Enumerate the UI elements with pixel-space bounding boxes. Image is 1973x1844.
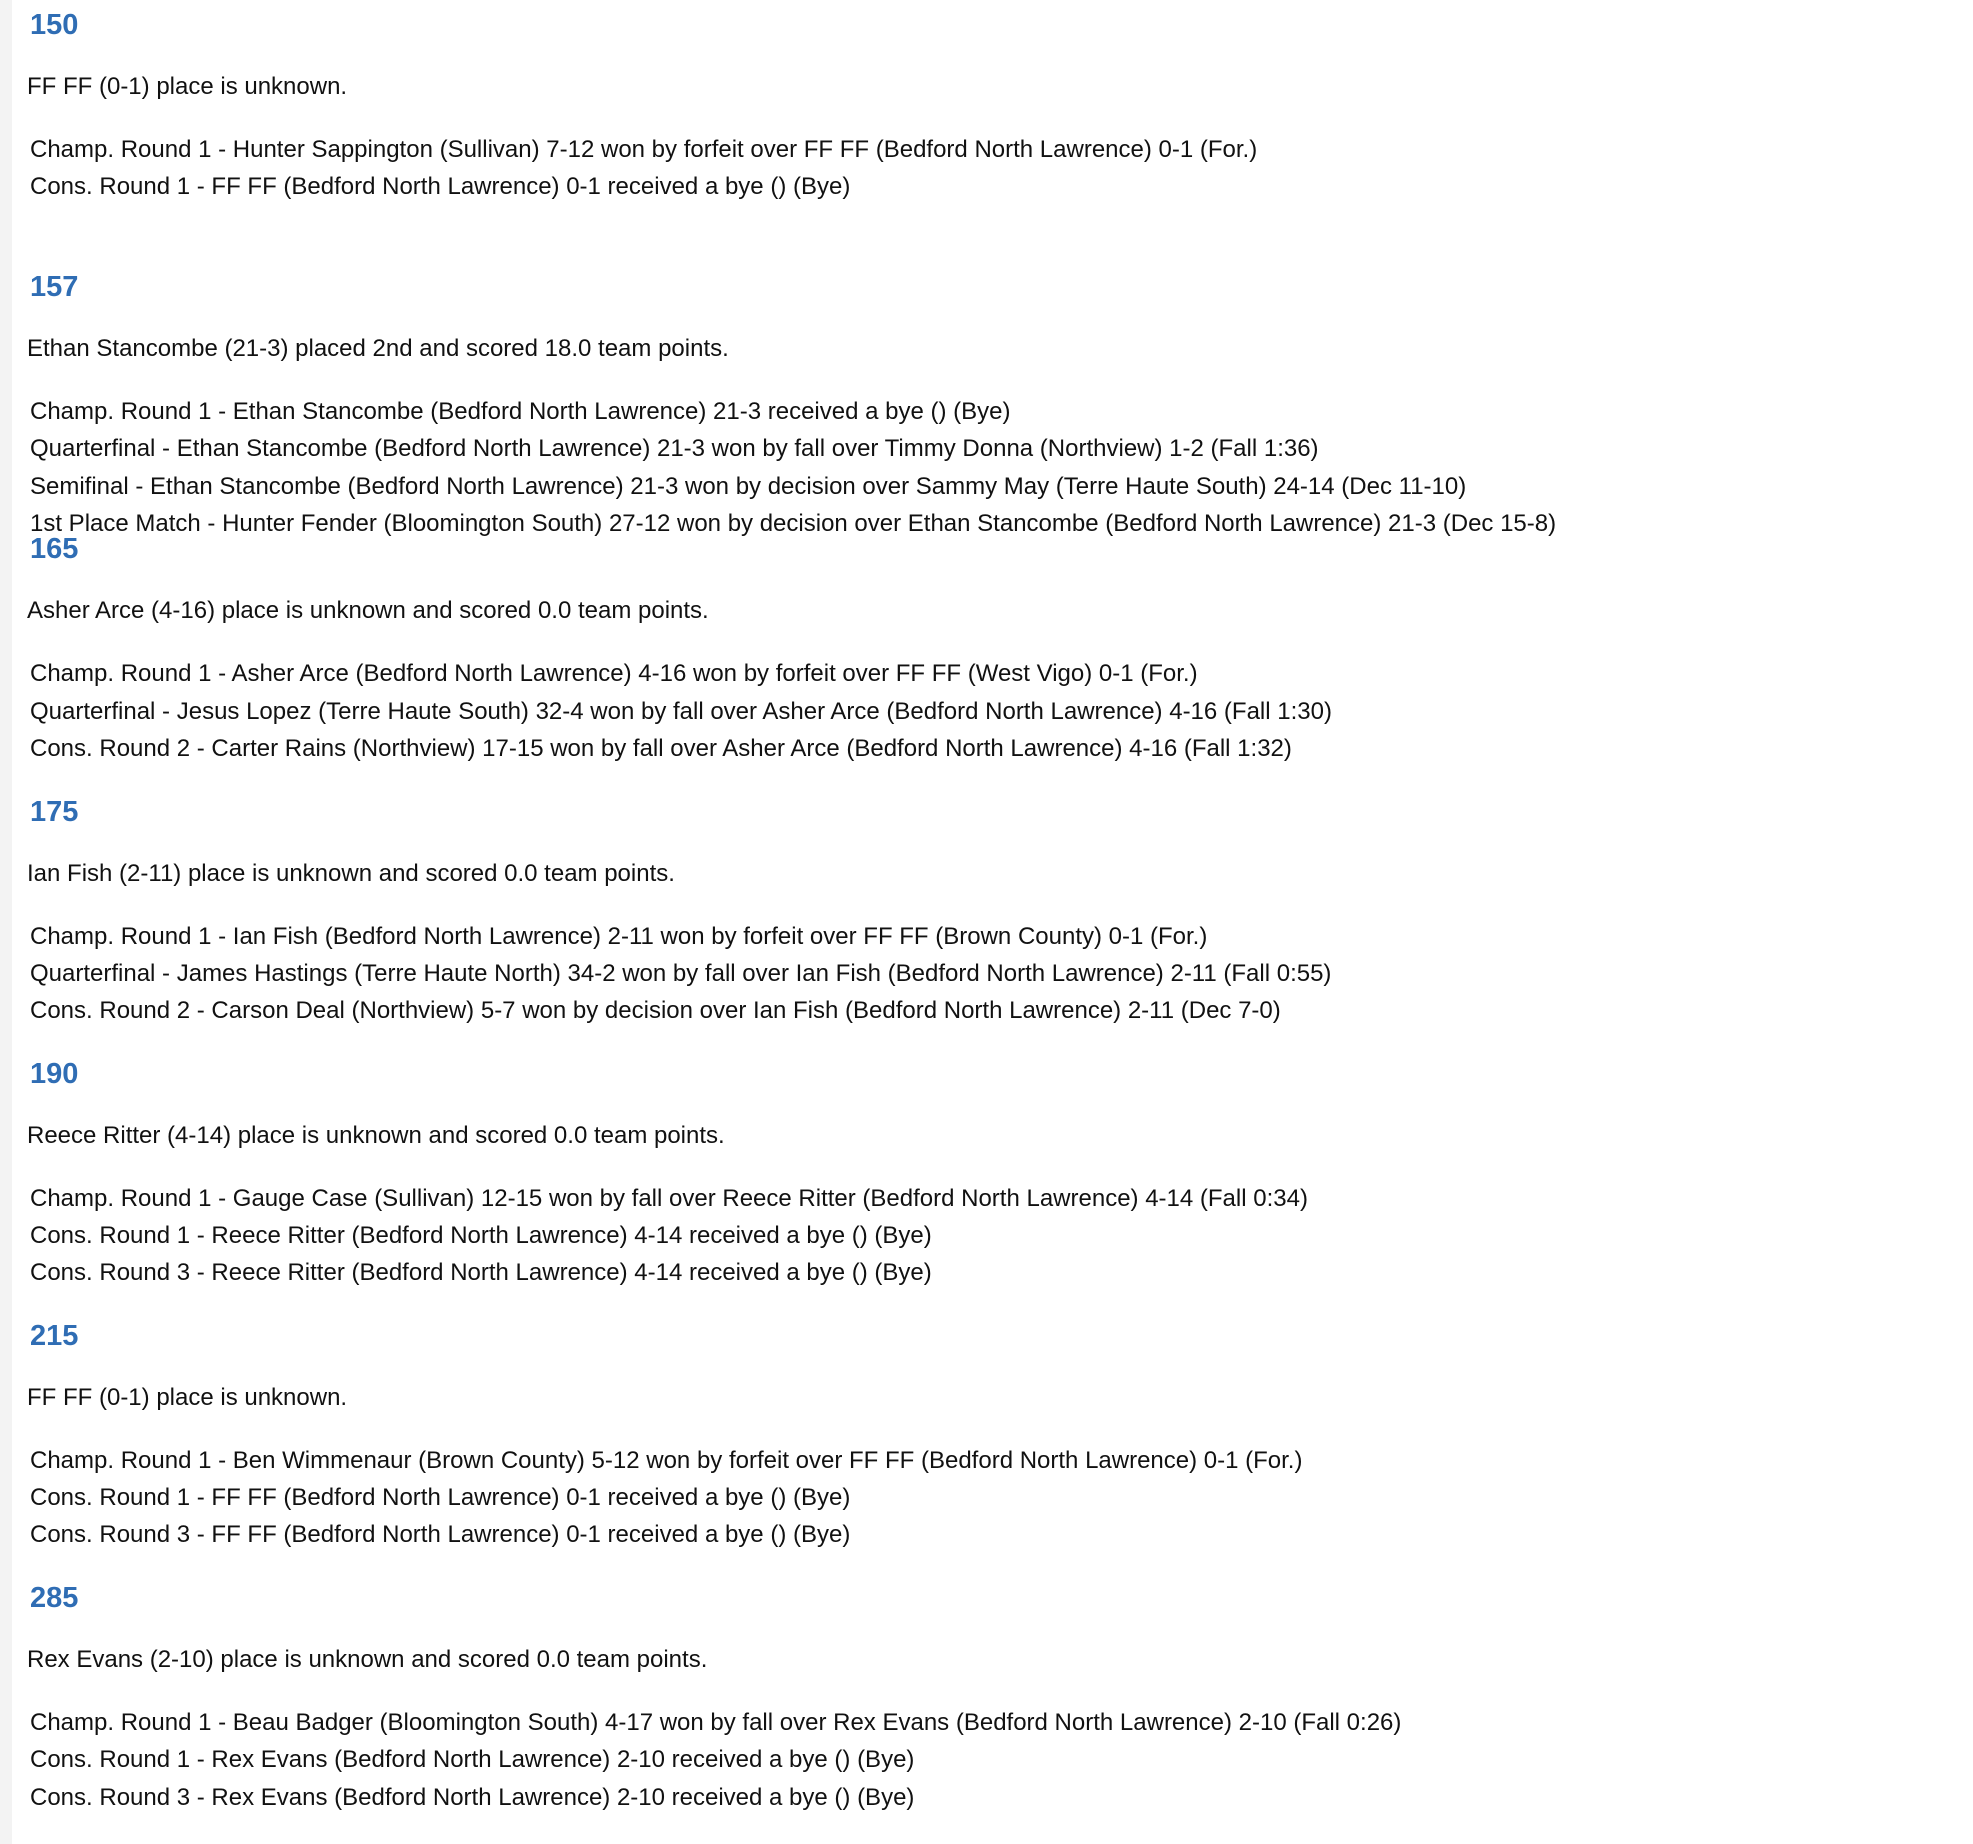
weight-heading: 215: [30, 1319, 79, 1352]
match-result: Champ. Round 1 - Beau Badger (Bloomington South) 4-17 won by fall over Rex Evans (Bedford North Lawrence) 2-10 (Fall 0:26): [30, 1709, 1402, 1737]
wrestler-summary: Reece Ritter (4-14) place is unknown and scored 0.0 team points.: [27, 1121, 725, 1149]
match-result: Cons. Round 3 - Rex Evans (Bedford North Lawrence) 2-10 received a bye () (Bye): [30, 1783, 915, 1811]
match-result: Cons. Round 2 - Carson Deal (Northview) 5-7 won by decision over Ian Fish (Bedford North Lawrence) 2-11 (Dec 7-0): [30, 996, 1281, 1024]
match-list: [30, 131, 1257, 205]
match-result: Champ. Round 1 - Gauge Case (Sullivan) 12-15 won by fall over Reece Ritter (Bedford North Lawrence) 4-14 (Fall 0:34): [30, 1184, 1308, 1212]
match-result: Champ. Round 1 - Ian Fish (Bedford North Lawrence) 2-11 won by forfeit over FF FF (Brown County) 0-1 (For.): [30, 922, 1208, 950]
wrestler-summary: FF FF (0-1) place is unknown.: [27, 1383, 348, 1411]
weight-heading: 190: [30, 1057, 79, 1090]
weight-section-285: [0, 1573, 1973, 1835]
match-result: Champ. Round 1 - Ethan Stancombe (Bedford North Lawrence) 21-3 received a bye () (Bye): [30, 398, 1011, 426]
match-result: Quarterfinal - Jesus Lopez (Terre Haute South) 32-4 won by fall over Asher Arce (Bedford North Lawrence) 4-16 (Fall 1:30): [30, 697, 1332, 725]
match-list: [30, 655, 1332, 767]
wrestler-summary: Ian Fish (2-11) place is unknown and scored 0.0 team points.: [27, 859, 675, 887]
wrestler-summary: FF FF (0-1) place is unknown.: [27, 73, 348, 100]
weight-section-157: [0, 262, 1973, 537]
weight-heading: 285: [30, 1582, 79, 1615]
weight-section-150: [0, 0, 1973, 262]
weight-section-190: [0, 1049, 1973, 1311]
match-result: Champ. Round 1 - Hunter Sappington (Sullivan) 7-12 won by forfeit over FF FF (Bedford North Lawrence) 0-1 (For.): [30, 136, 1258, 163]
match-result: Cons. Round 1 - FF FF (Bedford North Lawrence) 0-1 received a bye () (Bye): [30, 1484, 851, 1512]
match-result: Cons. Round 1 - Reece Ritter (Bedford North Lawrence) 4-14 received a bye () (Bye): [30, 1221, 932, 1249]
match-result: Champ. Round 1 - Ben Wimmenaur (Brown County) 5-12 won by forfeit over FF FF (Bedford North Lawrence) 0-1 (For.): [30, 1446, 1303, 1474]
weight-heading: 175: [30, 795, 79, 828]
match-result: Cons. Round 1 - Rex Evans (Bedford North Lawrence) 2-10 received a bye () (Bye): [30, 1746, 915, 1774]
match-result: Quarterfinal - Ethan Stancombe (Bedford North Lawrence) 21-3 won by fall over Timmy Donna (Northview) 1-2 (Fall 1:36): [30, 435, 1319, 463]
match-result: Cons. Round 3 - Reece Ritter (Bedford North Lawrence) 4-14 received a bye () (Bye): [30, 1259, 932, 1287]
wrestler-summary: Rex Evans (2-10) place is unknown and scored 0.0 team points.: [27, 1646, 708, 1674]
weight-section-215: [0, 1311, 1973, 1573]
match-list: [30, 1180, 1308, 1292]
match-list: [30, 1704, 1401, 1816]
weight-section-175: [0, 787, 1973, 1049]
match-list: [30, 918, 1331, 1030]
match-result: Cons. Round 3 - FF FF (Bedford North Lawrence) 0-1 received a bye () (Bye): [30, 1521, 851, 1549]
match-list: [30, 393, 1556, 542]
match-result: Quarterfinal - James Hastings (Terre Haute North) 34-2 won by fall over Ian Fish (Bedford North Lawrence) 2-11 (Fall 0:55): [30, 959, 1332, 987]
weight-heading: 150: [30, 9, 79, 41]
match-result: Cons. Round 1 - FF FF (Bedford North Lawrence) 0-1 received a bye () (Bye): [30, 173, 851, 201]
weight-section-165: [0, 524, 1973, 786]
match-result: 1st Place Match - Hunter Fender (Bloomington South) 27-12 won by decision over Ethan Stancombe (Bedford North Lawrence) 21-3 (Dec 15-8): [30, 509, 1557, 537]
weight-heading: 165: [30, 533, 79, 566]
weight-heading: 157: [30, 271, 79, 304]
match-result: Cons. Round 2 - Carter Rains (Northview) 17-15 won by fall over Asher Arce (Bedford North Lawrence) 4-16 (Fall 1:32): [30, 734, 1292, 762]
match-result: Semifinal - Ethan Stancombe (Bedford North Lawrence) 21-3 won by decision over Sammy May (Terre Haute South) 24-14 (Dec 11-10): [30, 472, 1467, 500]
wrestler-summary: Ethan Stancombe (21-3) placed 2nd and scored 18.0 team points.: [27, 335, 729, 363]
match-result: Champ. Round 1 - Asher Arce (Bedford North Lawrence) 4-16 won by forfeit over FF FF (West Vigo) 0-1 (For.): [30, 660, 1198, 688]
match-list: [30, 1442, 1302, 1554]
wrestler-summary: Asher Arce (4-16) place is unknown and scored 0.0 team points.: [27, 597, 709, 625]
